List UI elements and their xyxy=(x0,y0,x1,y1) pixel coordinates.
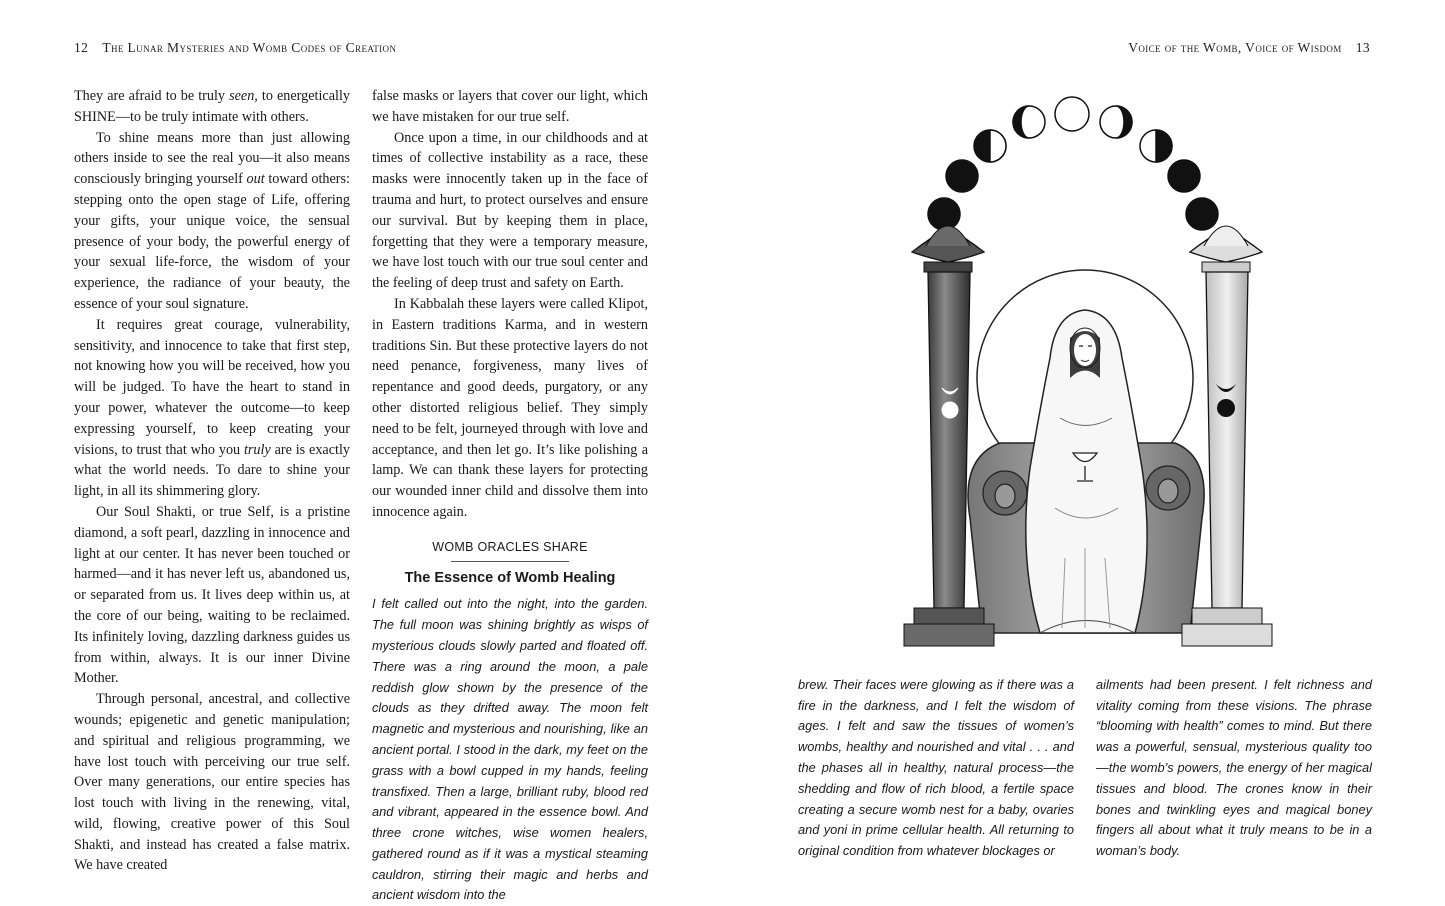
paragraph-5: Through personal, ancestral, and collective wounds; epigenetic and genetic manipulation; and spiritual and religious programming, we have lost touch with perceiving our true self. Over many generations, our entire species has lost touch with living in the renewing, vital, wild, flowing, creative power of this Soul Shakti, and instead has created a false matrix. We have created xyxy=(74,691,350,874)
page-number-left: 12 xyxy=(74,40,89,55)
moon-circle-symbol-icon-2 xyxy=(1217,399,1235,417)
moon-phase-arc xyxy=(928,97,1218,230)
right-page xyxy=(722,0,1445,902)
paragraph-6: false masks or layers that cover our light, which we have mistaken for our true self. xyxy=(372,88,648,125)
full-moon-icon xyxy=(1055,97,1089,131)
running-head-right xyxy=(1128,40,1370,56)
paragraph-2: To shine means more than just allowing others inside to see the real you—it also means consciously bringing yourself out toward others: stepping onto the open stage of Life, offering your gifts, your unique voice, the sensual presence of your body, the powerful energy of your sexual life-force, the wisdom of your experience, the radiance of your beauty, the essence of your soul signature. xyxy=(74,129,350,312)
left-page xyxy=(0,0,722,902)
section-rule xyxy=(451,561,569,562)
running-head-left xyxy=(74,40,396,56)
section-title: The Essence of Womb Healing xyxy=(404,569,616,586)
paragraph-1: They are afraid to be truly seen, to energetically SHINE—to be truly intimate with others. xyxy=(74,88,350,125)
left-column-1 xyxy=(74,86,350,876)
new-moon-icon-2 xyxy=(1186,198,1218,230)
paragraph-7: Once upon a time, in our childhoods and at times of collective instability as a race, these masks were innocently taken up in the face of trauma and hurt, to protect ourselves and ensure our survival. But by keeping them in place, forgetting that they were a temporary measure, we have lost touch with our true soul center and the feeling of deep trust and safety on Earth. xyxy=(372,129,648,292)
oracle-text-start: I felt called out into the night, into the garden. The full moon was shining brightly as wisps of mysterious clouds slowly parted and floated off. There was a ring around the moon, a pale reddish glow shown by the presence of the clouds as they drifted away. The moon felt magnetic and mysterious and nourishing, like an ancient portal. I stood in the dark, my feet on the grass with a bowl cupped in my hands, feeling transfixed. Then a large, brilliant ruby, blood red and vibrant, appeared in the essence bowl. And three crone witches, wise women healers, gathered round as if it was a mystical steaming cauldron, stirring their magic and herbs and ancient wisdom into the xyxy=(372,596,648,903)
paragraph-4: Our Soul Shakti, or true Self, is a pristine diamond, a soft pearl, dazzling in innocence and light at our center. It has never been touched or harmed—and it has never left us, abandoned us, or separated from us. It lives deep within us, at the core of our being, waiting to be reclaimed. Its infinitely loving, dazzling darkness guides us from within, always. It is our inner Divine Mother. xyxy=(74,503,350,687)
moon-circle-symbol-icon xyxy=(942,402,958,418)
right-column-2: ailments had been present. I felt richness and vitality coming from these visions. The phrase “blooming with health” comes to mind. But there was a powerful, sensual, mysterious quality too—the womb’s powers, the energy of her magical tissues and blood. The crones know in their bones and twinkling eyes and magical boney fingers all about what it truly means to be in a woman’s body. xyxy=(1096,676,1372,859)
new-moon-icon xyxy=(928,198,960,230)
page-number-right: 13 xyxy=(1355,40,1370,55)
crescent-moon-icon-2 xyxy=(1168,160,1200,192)
section-label: WOMB ORACLES SHARE xyxy=(432,539,588,554)
paragraph-3: It requires great courage, vulnerability, sensitivity, and innocence to take that first step, not knowing how you will be received, how you will be judged. To have the heart to stand in your power, whatever the outcome—to keep expressing yourself, to keep creating your visions, to trust that who you truly are is exactly what the world needs. To dare to shine your light, in all its shimmering glory. xyxy=(74,316,350,500)
paragraph-8: In Kabbalah these layers were called Klipot, in Eastern traditions Karma, and in western traditions Sin. But these protective layers do not need penance, forgiveness, many lives of repentance and good deeds, purgatory, or any other distorted religious belief. They simply need to be felt, journeyed through with love and acceptance, and then let go. It’s like polishing a lamp. We can thank these layers for protecting our wounded inner child and dissolve them into innocence again. xyxy=(372,295,648,520)
left-column-2 xyxy=(372,86,648,906)
right-column-1: brew. Their faces were glowing as if there was a fire in the darkness, and I felt the wisdom of ages. I felt and saw the tissues of women’s wombs, healthy and nourished and vital . . . and the phases all in healthy, natural process—the shedding and flow of rich blood, a fertile space creating a secure womb nest for a baby, ovaries and yoni in prime cellular health. All returning to original condition from whatever blockages or xyxy=(798,676,1074,859)
goddess-throne-illustration xyxy=(890,88,1290,650)
running-head-left-title: The Lunar Mysteries and Womb Codes of Creation xyxy=(102,40,397,55)
running-head-right-title: Voice of the Womb, Voice of Wisdom xyxy=(1128,40,1342,55)
crescent-moon-icon xyxy=(946,160,978,192)
